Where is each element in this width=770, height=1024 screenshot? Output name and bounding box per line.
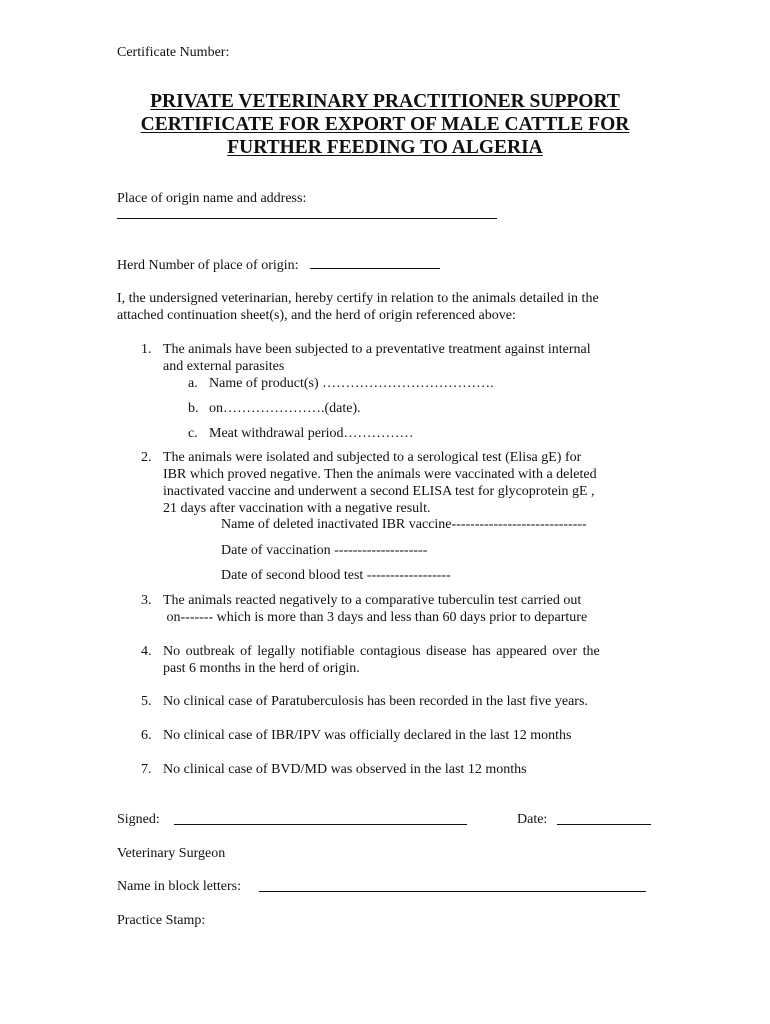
- certificate-number-label: Certificate Number:: [117, 45, 230, 60]
- vaccine-name-field: Name of deleted inactivated IBR vaccine-----------------------------: [221, 517, 587, 532]
- item-number: 5.: [141, 694, 152, 709]
- item-text: on------- which is more than 3 days and less than 60 days prior to departure: [163, 610, 588, 625]
- item-text: The animals have been subjected to a preventative treatment against internal: [163, 342, 591, 357]
- item-number: 4.: [141, 644, 152, 659]
- vaccination-date-field: Date of vaccination --------------------: [221, 543, 428, 558]
- name-block-letters-label: Name in block letters:: [117, 879, 242, 894]
- item-text: and external parasites: [163, 359, 285, 374]
- second-blood-test-date-field: Date of second blood test ------------------: [221, 568, 451, 583]
- name-block-letters-field[interactable]: [259, 891, 646, 892]
- herd-number-row: [117, 257, 440, 274]
- role-label: Veterinary Surgeon: [117, 846, 226, 861]
- item-number: 6.: [141, 728, 152, 743]
- date-field[interactable]: [557, 824, 651, 825]
- item-text: No clinical case of Paratuberculosis has been recorded in the last five years.: [163, 694, 588, 709]
- herd-number-field[interactable]: [310, 267, 440, 269]
- item-text: inactivated vaccine and underwent a second ELISA test for glycoprotein gE ,: [163, 484, 595, 499]
- subitem-letter: a.: [188, 376, 198, 391]
- intro-line: I, the undersigned veterinarian, hereby certify in relation to the animals detailed in the: [117, 291, 599, 306]
- intro-line: attached continuation sheet(s), and the herd of origin referenced above:: [117, 308, 516, 323]
- subitem-text: on………………….(date).: [209, 401, 361, 416]
- item-text: past 6 months in the herd of origin.: [163, 661, 360, 676]
- item-text: No clinical case of BVD/MD was observed in the last 12 months: [163, 762, 527, 777]
- date-label: Date:: [517, 812, 548, 827]
- item-text: IBR which proved negative. Then the animals were vaccinated with a deleted: [163, 467, 597, 482]
- item-number: 1.: [141, 342, 152, 357]
- title-line: FURTHER FEEDING TO ALGERIA: [227, 137, 543, 158]
- document-title: [100, 90, 670, 159]
- item-text: The animals were isolated and subjected to a serological test (Elisa gE) for: [163, 450, 582, 465]
- subitem-text: Name of product(s) ……………………………….: [209, 376, 494, 391]
- item-text: 21 days after vaccination with a negative result.: [163, 501, 431, 516]
- item-number: 2.: [141, 450, 152, 465]
- item-text: The animals reacted negatively to a comparative tuberculin test carried out: [163, 593, 582, 608]
- place-of-origin-field[interactable]: [117, 218, 497, 219]
- item-number: 3.: [141, 593, 152, 608]
- signature-field[interactable]: [174, 824, 467, 825]
- place-of-origin-label: Place of origin name and address:: [117, 191, 307, 206]
- signed-label: Signed:: [117, 812, 160, 827]
- title-line: CERTIFICATE FOR EXPORT OF MALE CATTLE FOR: [140, 114, 630, 135]
- practice-stamp-label: Practice Stamp:: [117, 913, 206, 928]
- item-number: 7.: [141, 762, 152, 777]
- item-text: No outbreak of legally notifiable contagious disease has appeared over the: [163, 644, 600, 659]
- subitem-letter: c.: [188, 426, 198, 441]
- title-line: PRIVATE VETERINARY PRACTITIONER SUPPORT: [150, 91, 620, 112]
- subitem-text: Meat withdrawal period……………: [209, 426, 414, 441]
- item-text: No clinical case of IBR/IPV was officially declared in the last 12 months: [163, 728, 572, 743]
- subitem-letter: b.: [188, 401, 199, 416]
- herd-number-label: Herd Number of place of origin:: [117, 258, 299, 273]
